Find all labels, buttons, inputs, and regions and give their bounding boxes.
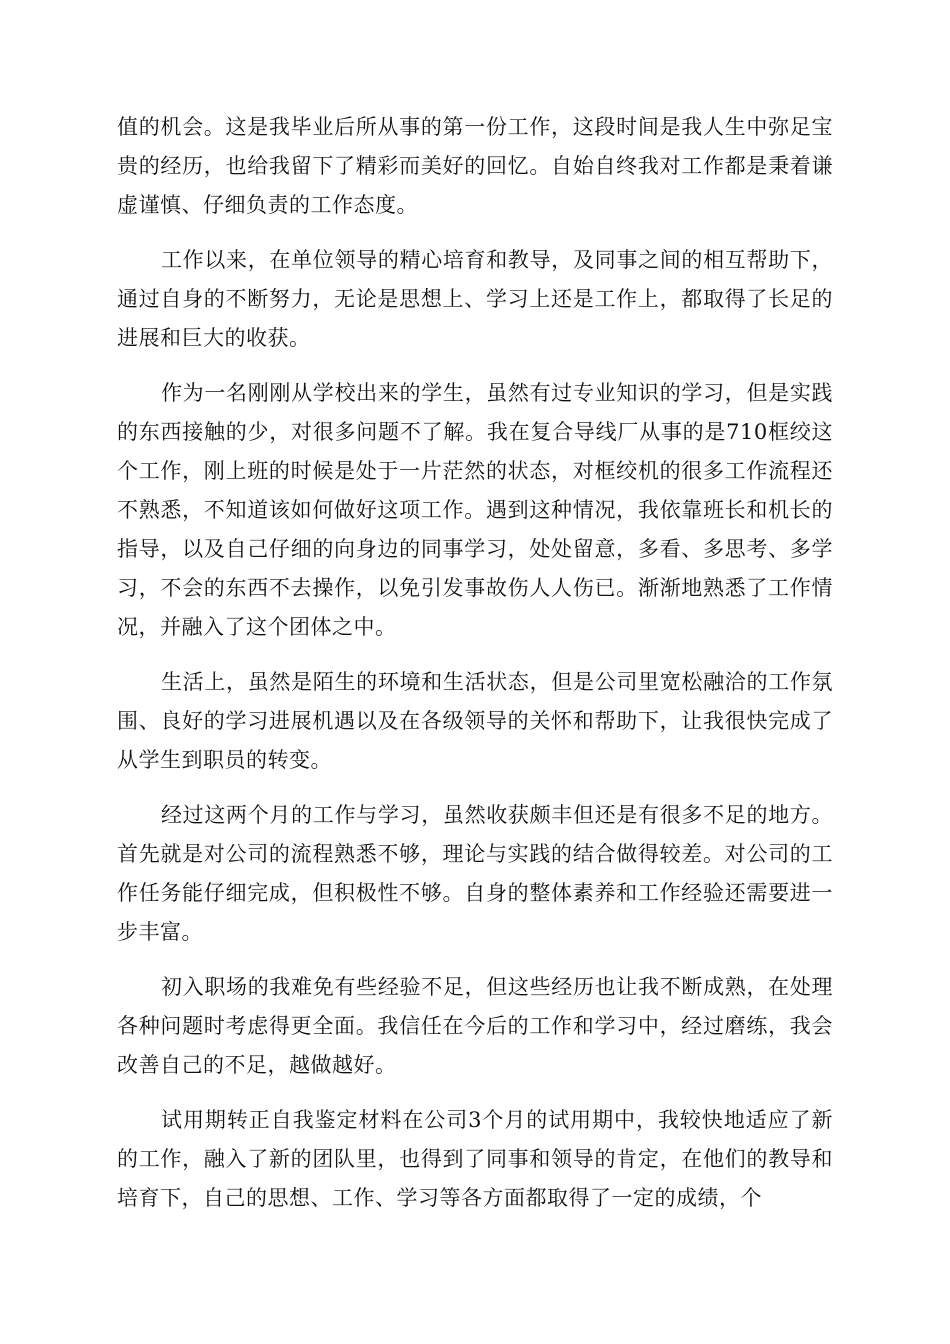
paragraph: 试用期转正自我鉴定材料在公司3个月的试用期中，我较快地适应了新的工作，融入了新的团队里，也得到了同事和领导的肯定，在他们的教导和培育下，自己的思想、工作、学习等各方面都取得了一定的成绩，个 — [117, 1108, 833, 1210]
paragraph-continuation: 值的机会。这是我毕业后所从事的第一份工作，这段时间是我人生中弥足宝贵的经历，也给我留下了精彩而美好的回忆。自始自终我对工作都是秉着谦虚谨慎、仔细负责的工作态度。 — [117, 115, 833, 217]
document-body — [117, 108, 833, 1234]
paragraph: 生活上，虽然是陌生的环境和生活状态，但是公司里宽松融洽的工作氛围、良好的学习进展机遇以及在各级领导的关怀和帮助下，让我很快完成了从学生到职员的转变。 — [117, 670, 833, 772]
paragraph: 经过这两个月的工作与学习，虽然收获颇丰但还是有很多不足的地方。首先就是对公司的流程熟悉不够，理论与实践的结合做得较差。对公司的工作任务能仔细完成，但积极性不够。自身的整体素养和工作经验还需要进一步丰富。 — [117, 803, 833, 944]
paragraph: 作为一名刚刚从学校出来的学生，虽然有过专业知识的学习，但是实践的东西接触的少，对很多问题不了解。我在复合导线厂从事的是710框绞这个工作，刚上班的时候是处于一片茫然的状态，对框绞机的很多工作流程还不熟悉，不知道该如何做好这项工作。遇到这种情况，我依靠班长和机长的指导，以及自己仔细的向身边的同事学习，处处留意，多看、多思考、多学习，不会的东西不去操作，以免引发事故伤人人伤已。渐渐地熟悉了工作情况，并融入了这个团体之中。 — [117, 381, 833, 639]
paragraph: 工作以来，在单位领导的精心培育和教导，及同事之间的相互帮助下，通过自身的不断努力，无论是思想上、学习上还是工作上，都取得了长足的进展和巨大的收获。 — [117, 248, 833, 350]
paragraph: 初入职场的我难免有些经验不足，但这些经历也让我不断成熟，在处理各种问题时考虑得更全面。我信任在今后的工作和学习中，经过磨练，我会改善自己的不足，越做越好。 — [117, 975, 833, 1077]
